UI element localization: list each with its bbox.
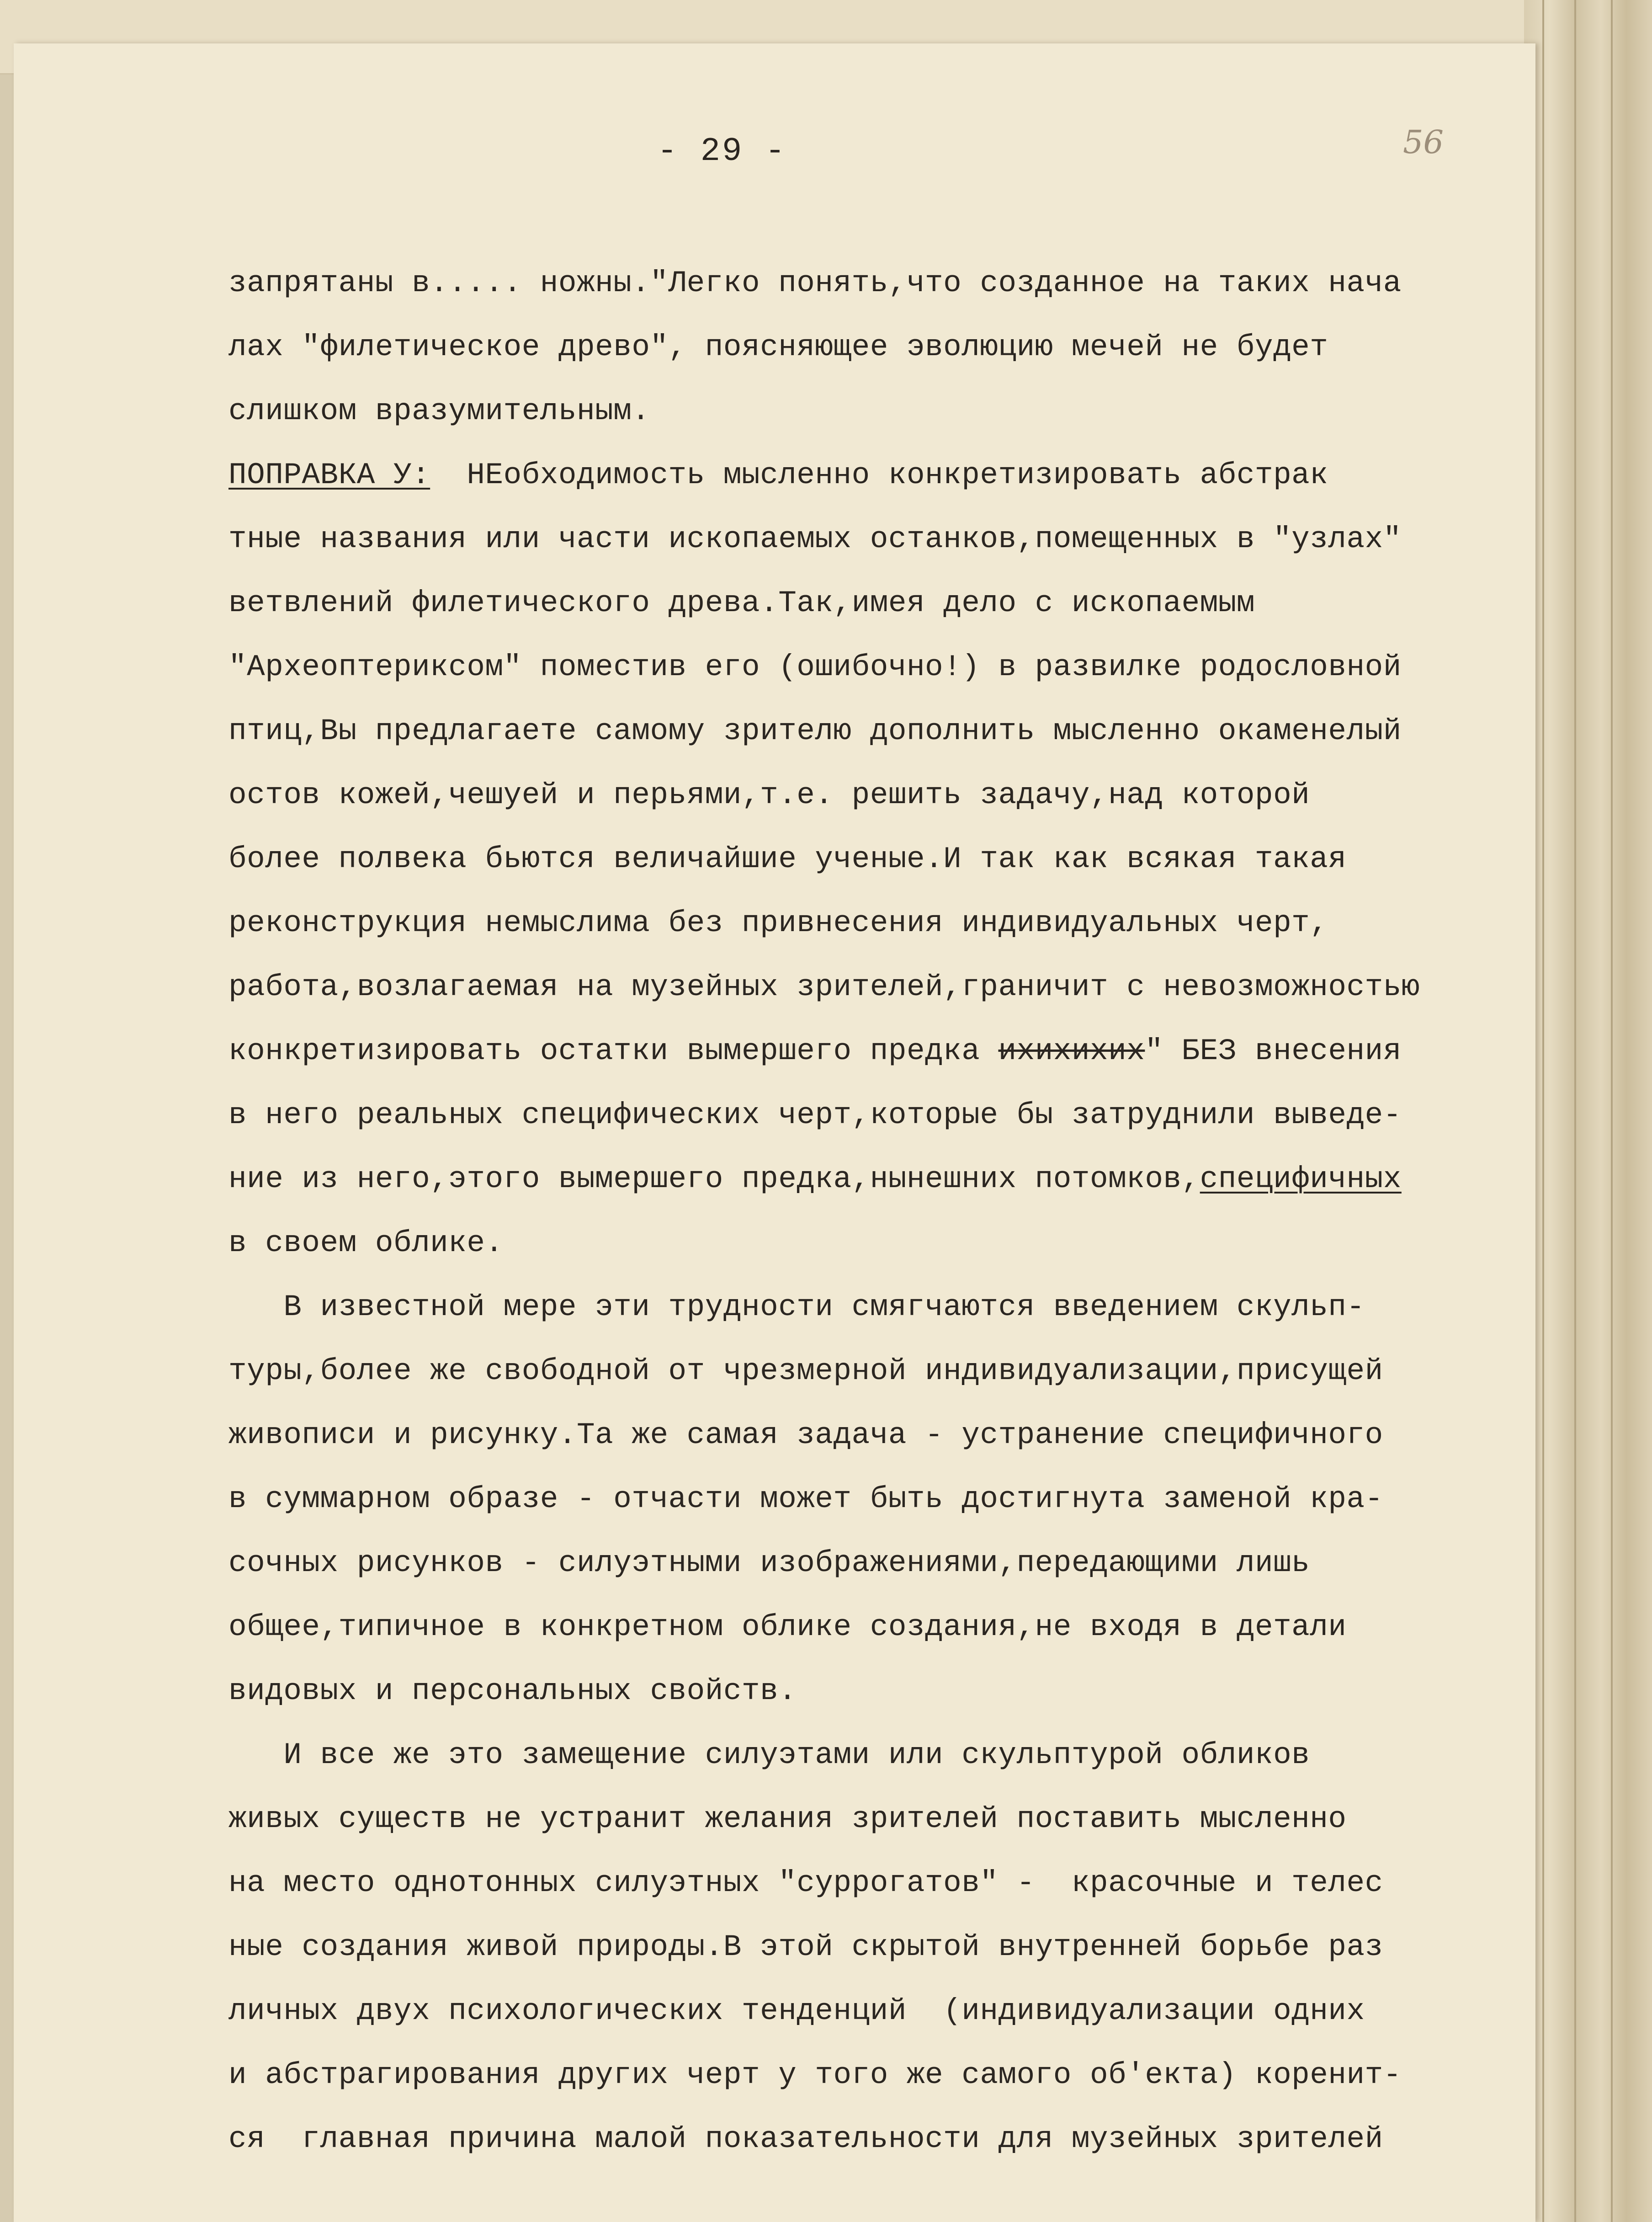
section-heading: ПОПРАВКА У: xyxy=(228,458,430,492)
text-line: сочных рисунков - силуэтными изображениями,передающими лишь xyxy=(228,1546,1310,1580)
text-line: и абстрагирования других черт у того же самого об'екта) коренит- xyxy=(228,2058,1402,2092)
text-line: живых существ не устранит желания зрителей поставить мысленно xyxy=(228,1802,1347,1836)
text-line: общее,типичное в конкретном облике создания,не входя в детали xyxy=(228,1610,1347,1644)
text-segment: " БЕЗ внесения xyxy=(1145,1034,1402,1068)
text-line: птиц,Вы предлагаете самому зрителю дополнить мысленно окаменелый xyxy=(228,714,1402,748)
page-number: - 29 - xyxy=(657,133,787,170)
stack-edge xyxy=(1574,0,1576,2222)
text-line: работа,возлагаемая на музейных зрителей,граничит с невозможностью xyxy=(228,970,1420,1004)
text-line: И все же это замещение силуэтами или скульптурой обликов xyxy=(228,1738,1310,1772)
text-line: в своем облике. xyxy=(228,1226,504,1260)
text-line: на место однотонных силуэтных "суррогатов" - красочные и телес xyxy=(228,1866,1383,1900)
text-line: лах "филетическое древо", поясняющее эволюцию мечей не будет xyxy=(228,330,1328,364)
document-page xyxy=(14,43,1535,2222)
text-line: тные названия или части ископаемых останков,помещенных в "узлах" xyxy=(228,522,1402,556)
page-left-edge xyxy=(0,0,14,2222)
text-line: более полвека бьются величайшие ученые.И так как всякая такая xyxy=(228,842,1347,876)
text-line: живописи и рисунку.Та же самая задача - устранение специфичного xyxy=(228,1418,1383,1452)
text-line: ветвлений филетического древа.Так,имея дело с ископаемым xyxy=(228,586,1255,620)
text-line: видовых и персональных свойств. xyxy=(228,1674,797,1708)
text-line: в суммарном образе - отчасти может быть достигнута заменой кра- xyxy=(228,1482,1383,1516)
text-line xyxy=(228,443,1554,507)
archive-number: 56 xyxy=(1403,123,1444,161)
typed-text xyxy=(228,251,1554,2171)
stack-edge xyxy=(1611,0,1613,2222)
text-line: остов кожей,чешуей и перьями,т.е. решить задачу,над которой xyxy=(228,778,1310,812)
text-segment: НЕобходимость мысленно конкретизировать абстрак xyxy=(430,458,1328,492)
underlined-text: специфичных xyxy=(1200,1162,1402,1196)
text-line: туры,более же свободной от чрезмерной индивидуализации,присущей xyxy=(228,1354,1383,1388)
text-line: "Археоптериксом" поместив его (ошибочно!) в развилке родословной xyxy=(228,650,1402,684)
text-line: в него реальных специфических черт,которые бы затруднили выведе- xyxy=(228,1098,1402,1132)
text-line: В известной мере эти трудности смягчаются введением скульп- xyxy=(228,1290,1365,1324)
text-line xyxy=(228,1147,1554,1211)
text-line: запрятаны в..... ножны."Легко понять,что созданное на таких нача xyxy=(228,266,1402,300)
text-segment: ние из него,этого вымершего предка,нынешних потомков, xyxy=(228,1162,1200,1196)
text-segment: конкретизировать остатки вымершего предка xyxy=(228,1034,999,1068)
text-line: личных двух психологических тенденций (индивидуализации одних xyxy=(228,1994,1365,2028)
text-line: реконструкция немыслима без привнесения индивидуальных черт, xyxy=(228,906,1328,940)
text-line xyxy=(228,1019,1554,1083)
text-line: ся главная причина малой показательности для музейных зрителей xyxy=(228,2122,1383,2156)
text-line: слишком вразумительным. xyxy=(228,394,650,428)
text-line: ные создания живой природы.В этой скрытой внутренней борьбе раз xyxy=(228,1930,1383,1964)
struck-out-text: ихихихих xyxy=(998,1034,1145,1068)
